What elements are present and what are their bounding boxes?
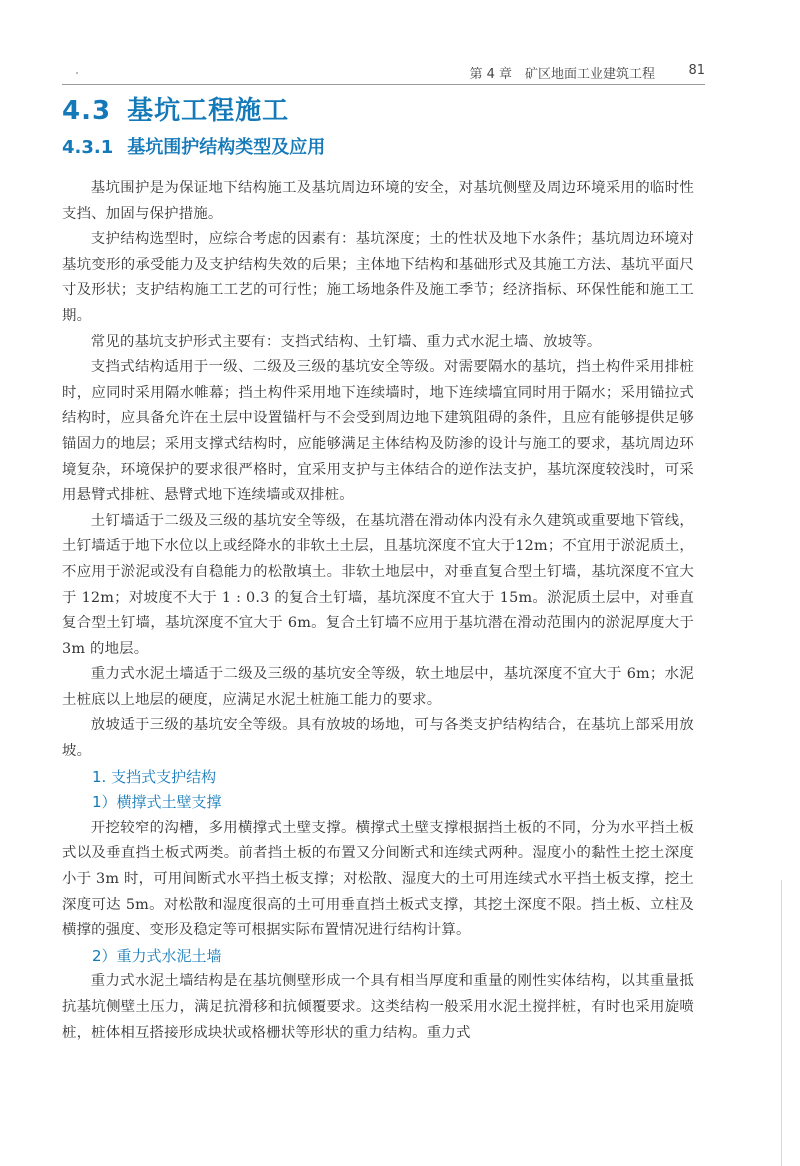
paragraph: 基坑围护是为保证地下结构施工及基坑周边环境的安全，对基坑侧壁及周边环境采用的临时性支挡、加固与保护措施。: [62, 180, 694, 222]
chapter-title: 第 4 章 矿区地面工业建筑工程: [469, 67, 655, 82]
subsection-title: 基坑围护结构类型及应用: [127, 137, 326, 158]
page-gutter-line: [781, 880, 782, 1166]
subsection-number: 4.3.1: [62, 137, 114, 158]
body-text: [62, 176, 694, 1046]
paragraph: 常见的基坑支护形式主要有：支挡式结构、土钉墙、重力式水泥土墙、放坡等。: [90, 333, 602, 350]
heading-lateral-brace: 1）横撑式土壁支撑: [92, 793, 222, 812]
paragraph: 放坡适于三级的基坑安全等级。具有放坡的场地，可与各类支护结构结合，在基坑上部采用放坡。: [62, 717, 694, 760]
subsection-heading: [62, 132, 694, 164]
heading-gravity-wall: 2）重力式水泥土墙: [92, 946, 222, 965]
page-number: 81: [688, 63, 705, 78]
paragraph: 支挡式结构适用于一级、二级及三级的基坑安全等级。对需要隔水的基坑，挡土构件采用排桩时，应同时采用隔水帷幕；挡土构件采用地下连续墙时，地下连续墙宜同时用于隔水；采用锚拉式结构时，应具备允许在土层中设置锚杆与不会受到周边地下建筑阻碍的条件，且应有能够提供足够锚固力的地层；采用支撑式结构时，应能够满足主体结构及防渗的设计与施工的要求，基坑周边环境复杂，环境保护的要求很严格时，宜采用支护与主体结合的逆作法支护，基坑深度较浅时，可采用悬臂式排桩、悬臂式地下连续墙或双排桩。: [62, 359, 694, 504]
paragraph: 支护结构选型时，应综合考虑的因素有：基坑深度；土的性状及地下水条件；基坑周边环境对基坑变形的承受能力及支护结构失效的后果；主体地下结构和基础形式及其施工方法、基坑平面尺寸及形状；支护结构施工工艺的可行性；施工场地条件及施工季节；经济指标、环保性能和施工工期。: [62, 231, 694, 324]
paragraph: 重力式水泥土墙适于二级及三级的基坑安全等级，软土地层中，基坑深度不宜大于 6m；水泥土桩底以上地层的硬度，应满足水泥土桩施工能力的要求。: [62, 666, 694, 708]
section-title: 基坑工程施工: [127, 96, 290, 126]
paragraph: 重力式水泥土墙结构是在基坑侧壁形成一个具有相当厚度和重量的刚性实体结构，以其重量抵抗基坑侧壁土压力，满足抗滑移和抗倾覆要求。这类结构一般采用水泥土搅拌桩，有时也采用旋喷桩，桩体相互搭接形成块状或格栅状等形状的重力结构。重力式: [62, 973, 694, 1041]
heading-support-structure: 1. 支挡式支护结构: [92, 767, 217, 786]
running-header: [62, 58, 705, 85]
header-mark: [76, 72, 78, 74]
section-heading: [62, 92, 694, 130]
paragraph: 土钉墙适于二级及三级的基坑安全等级，在基坑潜在滑动体内没有永久建筑或重要地下管线，土钉墙适于地下水位以上或经降水的非软土土层，且基坑深度不宜大于12m；不宜用于淤泥质土，不应用于淤泥或没有自稳能力的松散填土。非软土地层中，对垂直复合型土钉墙，基坑深度不宜大于 12m；对坡度不大于 1 : 0.3 的复合土钉墙，基坑深度不宜大于 15m。淤泥质土层中，对垂直复合型土钉墙，基坑深度不宜大于 6m。复合土钉墙不应用于基坑潜在滑动范围内的淤泥厚度大于 3m 的地层。: [62, 512, 694, 657]
section-number: 4.3: [62, 96, 112, 126]
paragraph: 开挖较窄的沟槽，多用横撑式土壁支撑。横撑式土壁支撑根据挡土板的不同，分为水平挡土板式以及垂直挡土板式两类。前者挡土板的布置又分间断式和连续式两种。湿度小的黏性土挖土深度小于 3m 时，可用间断式水平挡土板支撑；对松散、湿度大的土可用连续式水平挡土板支撑，挖土深度可达 5m。对松散和湿度很高的土可用垂直挡土板式支撑，其挖土深度不限。挡土板、立柱及横撑的强度、变形及稳定等可根据实际布置情况进行结构计算。: [62, 819, 694, 939]
page-content: [62, 92, 694, 1046]
